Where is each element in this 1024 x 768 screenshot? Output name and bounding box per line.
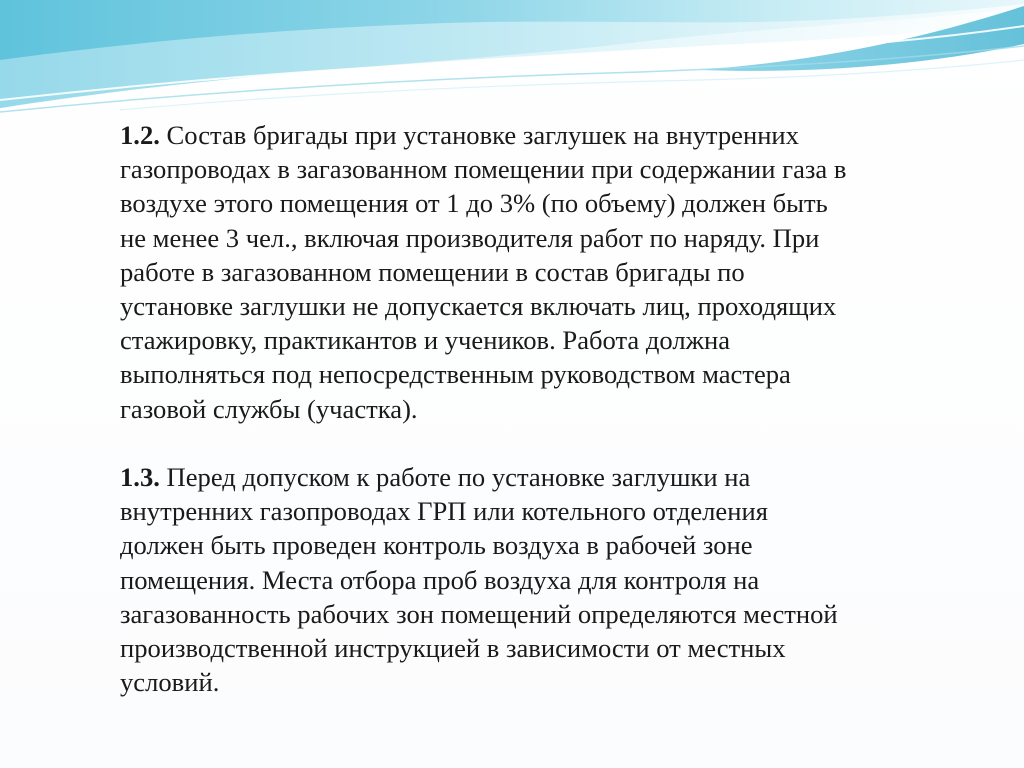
wave-header-decoration xyxy=(0,0,1024,130)
section-number: 1.3. xyxy=(120,462,160,493)
section-text: Состав бригады при установке заглушек на внутренних газопроводах в загазованном помещении при содержании газа в воздухе этого помещения от 1 до 3% (по объему) должен быть не менее 3 чел., включая производителя работ по наряду. При работе в загазованном помещении в состав бригады по установке заглушки не допускается включать лиц, проходящих стажировку, практикантов и учеников. Работа должна выполняться под непосредственным руководством мастера газовой службы (участка). xyxy=(120,120,847,424)
section-text: Перед допуском к работе по установке заглушки на внутренних газопроводах ГРП или котельного отделения должен быть проведен контроль воздуха в рабочей зоне помещения. Места отбора проб воздуха для контроля на загазованность рабочих зон помещений определяются местной производственной инструкцией в зависимости от местных условий. xyxy=(120,462,838,698)
paragraph-1-2 xyxy=(120,118,920,426)
paragraph-1-3 xyxy=(120,460,920,699)
slide-body xyxy=(120,118,920,699)
section-number: 1.2. xyxy=(120,120,160,150)
